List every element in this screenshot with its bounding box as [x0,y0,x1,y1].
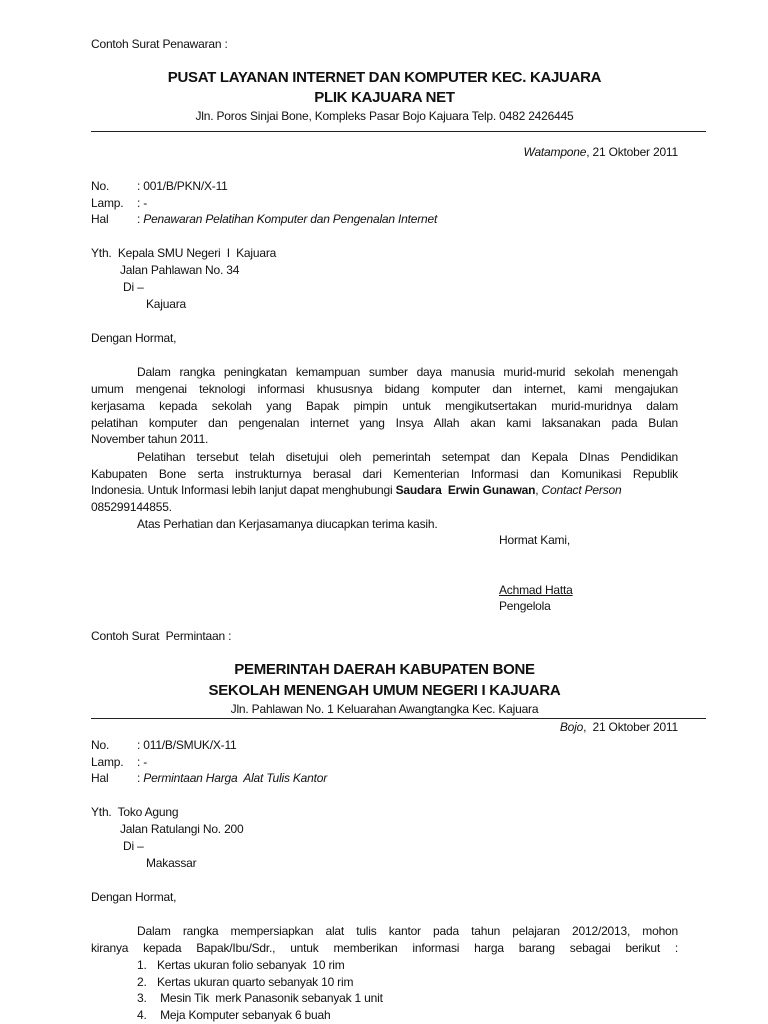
para1-line: umum mengenai teknologi informasi khususnya bidang komputer dan internet, kami mengajukan [91,382,678,396]
attachment-line [91,754,678,771]
intro-permintaan: Contoh Surat Permintaan : [91,629,232,643]
subject-line [91,211,678,228]
para1-line: Dalam rangka mempersiapkan alat tulis kantor pada tahun pelajaran 2012/2013, mohon [137,924,678,938]
hal-label: Hal [91,771,109,785]
signer: Achmad Hatta [499,583,573,597]
para1-line: kerjasama kepada sekolah yang Bapak pimpin untuk mengikutsertakan murid-muridnya dalam [91,399,678,413]
attachment-line [91,195,678,212]
hal-label: Hal [91,212,109,226]
letterhead-title: PEMERINTAH DAERAH KABUPATEN BONE [234,661,535,678]
letterhead-subtitle: PLIK KAJUARA NET [314,89,455,106]
number-line [91,737,678,754]
contact-name: Saudara Erwin Gunawan [395,483,536,497]
para1-line: pelatihan komputer dan pengenalan internet yang Insya Allah akan kami laksanakan pada Bulan [91,416,678,430]
signer-title: Pengelola [499,599,551,613]
signer-name [499,582,679,599]
letter-date [91,719,678,736]
hal-colon: : [137,212,144,226]
letter-date [91,144,678,161]
para1-line: kiranya kepada Bapak/Ibu/Sdr., untuk memberikan informasi harga barang sebagai berikut : [91,941,678,955]
letterhead-title: PUSAT LAYANAN INTERNET DAN KOMPUTER KEC. KAJUARA [167,69,602,86]
list-item [137,1007,677,1024]
recipient-street: Jalan Ratulangi No. 200 [120,822,244,836]
item-number: 2. [137,975,147,989]
letterhead-address: Jln. Pahlawan No. 1 Keluarahan Awangtangka Kec. Kajuara [230,702,539,716]
para1-line: Dalam rangka peningkatan kemampuan sumber daya manusia murid-murid sekolah menengah [137,365,678,379]
recipient-city: Makassar [146,856,197,870]
no-label: No. [91,738,110,752]
para1-line: November tahun 2011. [91,432,209,446]
lamp-label: Lamp. [91,755,124,769]
list-item [137,990,677,1007]
lamp-value: : - [137,196,148,210]
lamp-value: : - [137,755,148,769]
item-text: Mesin Tik merk Panasonik sebanyak 1 unit [157,991,383,1005]
greeting: Dengan Hormat, [91,890,177,904]
sign-greeting: Hormat Kami, [499,533,570,547]
item-text: Kertas ukuran folio sebanyak 10 rim [157,958,345,972]
para2-line: Kabupaten Bone serta instrukturnya berasal dari Kementerian Informasi dan Komunikasi Republik [91,467,678,481]
item-number: 1. [137,958,147,972]
recipient-city: Kajuara [146,297,186,311]
date-place: Watampone [523,145,587,159]
recipient-name: Yth. Toko Agung [91,805,179,819]
letterhead-address: Jln. Poros Sinjai Bone, Kompleks Pasar Bojo Kajuara Telp. 0482 2426445 [195,109,574,123]
list-item [137,974,677,991]
text: , [535,483,542,497]
item-text: Kertas ukuran quarto sebanyak 10 rim [157,975,354,989]
number-line [91,178,678,195]
date-value: , 21 Oktober 2011 [583,720,678,734]
list-item [137,957,677,974]
date-place: Bojo [559,720,584,734]
para2-line [91,482,678,499]
letterhead-subtitle: SEKOLAH MENENGAH UMUM NEGERI I KAJUARA [208,682,561,699]
item-number: 4. [137,1008,147,1022]
intro-penawaran: Contoh Surat Penawaran : [91,37,228,51]
greeting: Dengan Hormat, [91,331,177,345]
item-text: Meja Komputer sebanyak 6 buah [157,1008,331,1022]
letterhead-divider [91,131,706,132]
item-number: 3. [137,991,147,1005]
recipient-di: Di – [123,839,144,853]
contact-phone: 085299144855. [91,500,172,514]
recipient-name: Yth. Kepala SMU Negeri I Kajuara [91,246,277,260]
no-value: : 001/B/PKN/X-11 [137,179,228,193]
date-value: , 21 Oktober 2011 [586,145,678,159]
subject-line [91,770,678,787]
closing: Atas Perhatian dan Kerjasamanya diucapkan terima kasih. [137,517,438,531]
contact-person-label: Contact Person [541,483,622,497]
hal-value: Penawaran Pelatihan Komputer dan Pengenalan Internet [143,212,438,226]
lamp-label: Lamp. [91,196,124,210]
no-value: : 011/B/SMUK/X-11 [137,738,237,752]
hal-value: Permintaan Harga Alat Tulis Kantor [143,771,328,785]
para2-line: Pelatihan tersebut telah disetujui oleh pemerintah setempat dan Kepala DInas Pendidikan [137,450,678,464]
hal-colon: : [137,771,144,785]
recipient-di: Di – [123,280,144,294]
text: Indonesia. Untuk Informasi lebih lanjut dapat menghubungi [91,483,396,497]
no-label: No. [91,179,110,193]
recipient-street: Jalan Pahlawan No. 34 [120,263,240,277]
